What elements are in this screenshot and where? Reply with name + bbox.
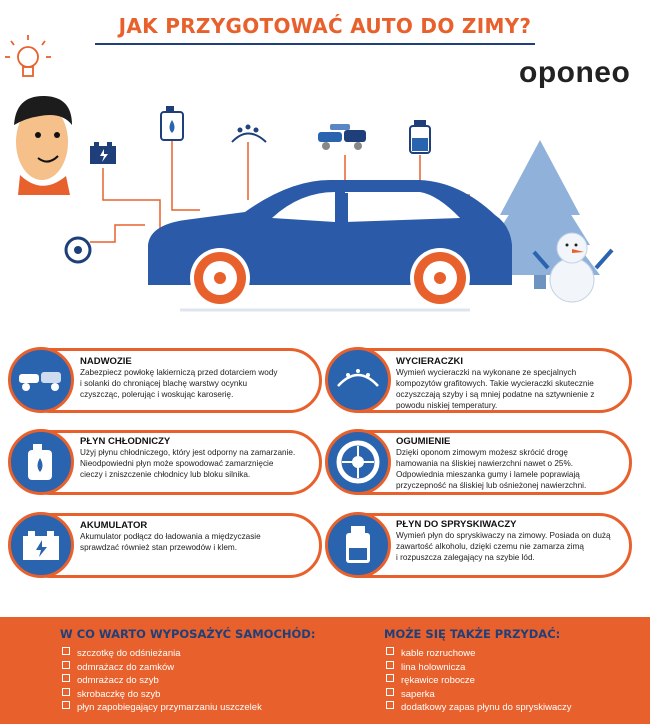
card-icon-circle (325, 512, 391, 578)
page-title: JAK PRZYGOTOWAĆ AUTO DO ZIMY? (118, 14, 532, 38)
card-icon-circle (8, 347, 74, 413)
card-icon-circle (8, 512, 74, 578)
equip-list (62, 647, 262, 715)
useful-heading: MOŻE SIĘ TAKŻE PRZYDAĆ: (384, 627, 561, 641)
hero-illustration (0, 0, 650, 340)
wiper-icon (328, 350, 388, 410)
brand-logo: oponeo (519, 56, 631, 89)
list-item: płyn zapobiegający przymarzaniu uszczelek (62, 701, 262, 715)
battery-icon (90, 142, 116, 164)
card-title: PŁYN DO SPRYSKIWACZY (396, 519, 517, 530)
card-text: Użyj płynu chłodniczego, który jest odporny na zamarzanie. Nieodpowiedni płyn może spowodować zamarznięcie cieczy i zniszczenie chłodnicy lub bloku silnika. (80, 448, 296, 479)
list-item: lina holownicza (386, 661, 572, 675)
card-text: Wymień wycieraczki na wykonane ze specjalnych kompozytów grafitowych. Takie wycieraczki skutecznie oczyszczają szyby i są mniej podatne na sztywnienie z powodu niskiej temperatury. (396, 368, 595, 410)
card-icon-circle (325, 429, 391, 495)
tips-band (0, 617, 650, 724)
card-text: Zabezpiecz powłokę lakierniczą przed dotarciem wody i solanki do chroniącej blachę warstwy ocynku czyszcząc, polerując i woskując karoserię. (80, 368, 278, 399)
wiper-icon (232, 126, 266, 143)
checkbox-icon (386, 647, 394, 655)
car-body-parts-icon (318, 124, 366, 150)
card-icon-circle (8, 429, 74, 495)
battery-icon (11, 515, 71, 575)
card-title: AKUMULATOR (80, 520, 148, 531)
list-item: rękawice robocze (386, 674, 572, 688)
card-icon-circle (325, 347, 391, 413)
washer-fluid-bottle-icon (410, 120, 430, 153)
checkbox-icon (62, 701, 70, 709)
card-title: NADWOZIE (80, 356, 132, 367)
coolant-bottle-icon (11, 432, 71, 492)
wheel-icon (66, 238, 90, 262)
checkbox-icon (62, 674, 70, 682)
checkbox-icon (386, 674, 394, 682)
list-item: odmrażacz do szyb (62, 674, 262, 688)
car-body-parts-icon (11, 350, 71, 410)
checkbox-icon (386, 701, 394, 709)
list-item: odmrażacz do zamków (62, 661, 262, 675)
checkbox-icon (386, 688, 394, 696)
coolant-bottle-icon (161, 106, 183, 140)
washer-fluid-bottle-icon (328, 515, 388, 575)
card-title: OGUMIENIE (396, 436, 451, 447)
lightbulb-icon (5, 35, 51, 76)
card-title: WYCIERACZKI (396, 356, 464, 367)
useful-list (386, 647, 572, 715)
car-icon (148, 180, 512, 310)
checkbox-icon (62, 661, 70, 669)
list-item: kable rozruchowe (386, 647, 572, 661)
card-text: Wymień płyn do spryskiwaczy na zimowy. Posiada on dużą zawartość alkoholu, dzięki czemu nie zamarza zimą i rozpuszcza zalegający na szybie lód. (396, 531, 611, 562)
list-item: szczotkę do odśnieżania (62, 647, 262, 661)
boy-face-icon (14, 96, 72, 195)
card-text: Dzięki oponom zimowym możesz skrócić drogę hamowania na śliskiej nawierzchni nawet o 25%. Odpowiednia mieszanka gumy i lamele poprawiają przyczepność na śliskiej lub ośnieżonej nawierzchni. (396, 448, 587, 490)
checkbox-icon (386, 661, 394, 669)
checkbox-icon (62, 688, 70, 696)
checkbox-icon (62, 647, 70, 655)
wheel-icon (328, 432, 388, 492)
list-item: saperka (386, 688, 572, 702)
card-text: Akumulator podłącz do ładowania a międzyczasie sprawdzać również stan przewodów i klem. (80, 532, 261, 552)
card-title: PŁYN CHŁODNICZY (80, 436, 171, 447)
equip-heading: W CO WARTO WYPOSAŻYĆ SAMOCHÓD: (60, 627, 316, 641)
list-item: skrobaczkę do szyb (62, 688, 262, 702)
list-item: dodatkowy zapas płynu do spryskiwaczy (386, 701, 572, 715)
